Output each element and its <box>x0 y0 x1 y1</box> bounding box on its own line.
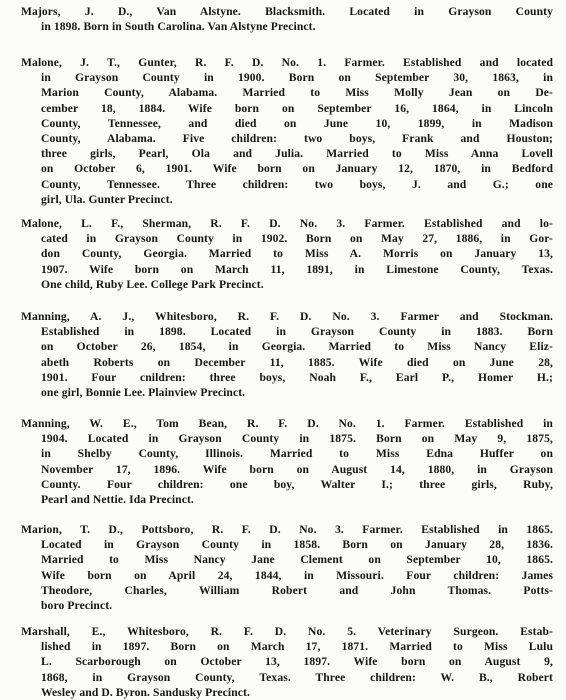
entry-line: Manning, A. J., Whitesboro, R. F. D. No. 3. Farmer and Stockman. <box>21 310 553 323</box>
entry-malone-lf <box>21 216 553 292</box>
entry-line: County. Four children: one boy, Walter I.; three girls, Ruby, <box>41 477 553 491</box>
entry-line: Marion, T. D., Pottsboro, R. F. D. No. 3. Farmer. Established in 1865. <box>21 523 553 536</box>
entry-line: Marshall, E., Whitesboro, R. F. D. No. 5. Veterinary Surgeon. Estab- <box>21 625 553 638</box>
entry-line: in Shelby County, Illinois. Married to Miss Edna Huffer on <box>41 447 553 461</box>
entry-line: on October 26, 1854, in Georgia. Married to Miss Nancy Eliz- <box>41 340 553 354</box>
entry-line: three girls, Pearl, Ola and Julia. Married to Miss Anna Lovell <box>41 147 553 161</box>
entry-line: County, Tennessee. Three children: two boys, J. and G.; one <box>41 177 553 191</box>
entry-line: Wife born on April 24, 1844, in Missouri. Four children: James <box>41 568 553 582</box>
entry-majors <box>21 4 553 34</box>
entry-line: Established in 1898. Located in Grayson County in 1883. Born <box>41 325 553 339</box>
entry-line: L. Scarborough on October 13, 1897. Wife born on August 9, <box>41 655 553 669</box>
entry-line: lished in 1897. Born on March 17, 1871. Married to Miss Lulu <box>41 640 553 654</box>
entry-line: Pearl and Nettie. Ida Precinct. <box>41 493 194 507</box>
entry-line: Theodore, Charles, William Robert and John Thomas. Potts- <box>41 583 553 597</box>
entry-manning-we <box>21 416 553 507</box>
entry-line: in 1898. Born in South Carolina. Van Alstyne Precinct. <box>41 20 316 34</box>
entry-line: 1907. Wife born on March 11, 1891, in Limestone County, Texas. <box>41 262 553 276</box>
entry-line: 1901. Four cnildren: three boys, Noah F., Earl P., Homer H.; <box>41 370 553 384</box>
entry-line: November 17, 1896. Wife born on August 14, 1880, in Grayson <box>41 462 553 476</box>
entry-line: cember 18, 1884. Wife born on September 16, 1864, in Lincoln <box>41 101 553 115</box>
entry-line: Majors, J. D., Van Alstyne. Blacksmith. Located in Grayson County <box>21 5 553 18</box>
entry-line: Marion County, Alabama. Married to Miss Molly Jean on De- <box>41 86 553 100</box>
entry-malone-jt <box>21 55 553 207</box>
entry-line: cated in Grayson County in 1902. Born on May 27, 1886, in Gor- <box>41 232 553 246</box>
entry-line: one girl, Bonnie Lee. Plainview Precinct. <box>41 386 246 400</box>
entry-line: One child, Ruby Lee. College Park Precinct. <box>41 277 264 291</box>
entry-line: County, Alabama. Five children: two boys, Frank and Houston; <box>41 132 553 146</box>
entry-line: 1904. Located in Grayson County in 1875. Born on May 9, 1875, <box>41 432 553 446</box>
entry-line: 1868, in Grayson County, Texas. Three children: W. B., Robert <box>41 670 553 684</box>
entry-line: County, Tennessee, and died on June 10, 1899, in Madison <box>41 116 553 130</box>
entry-line: girl, Ula. Gunter Precinct. <box>41 192 173 206</box>
entry-line: Married to Miss Nancy Jane Clement on September 10, 1865. <box>41 553 553 567</box>
entry-line: Manning, W. E., Tom Bean, R. F. D. No. 1. Farmer. Established in <box>21 417 553 430</box>
entry-line: on October 6, 1901. Wife born on January 12, 1870, in Bedford <box>41 162 553 176</box>
entry-line: in Grayson County in 1900. Born on September 30, 1863, in <box>41 71 553 85</box>
entry-line: Wesley and D. Byron. Sandusky Precinct. <box>41 685 250 699</box>
entry-marion <box>21 522 553 613</box>
entry-line: abeth Roberts on December 11, 1885. Wife died on June 28, <box>41 355 553 369</box>
entry-line: Located in Grayson County in 1858. Born on January 28, 1836. <box>41 538 553 552</box>
entry-marshall <box>21 624 553 700</box>
entry-line: Malone, L. F., Sherman, R. F. D. No. 3. Farmer. Established and lo- <box>21 217 553 230</box>
entry-line: Malone, J. T., Gunter, R. F. D. No. 1. Farmer. Established and located <box>21 56 553 69</box>
entry-manning-aj <box>21 309 553 400</box>
entry-line: boro Precinct. <box>41 599 113 613</box>
entry-line: don County, Georgia. Married to Miss A. Morris on January 13, <box>41 247 553 261</box>
